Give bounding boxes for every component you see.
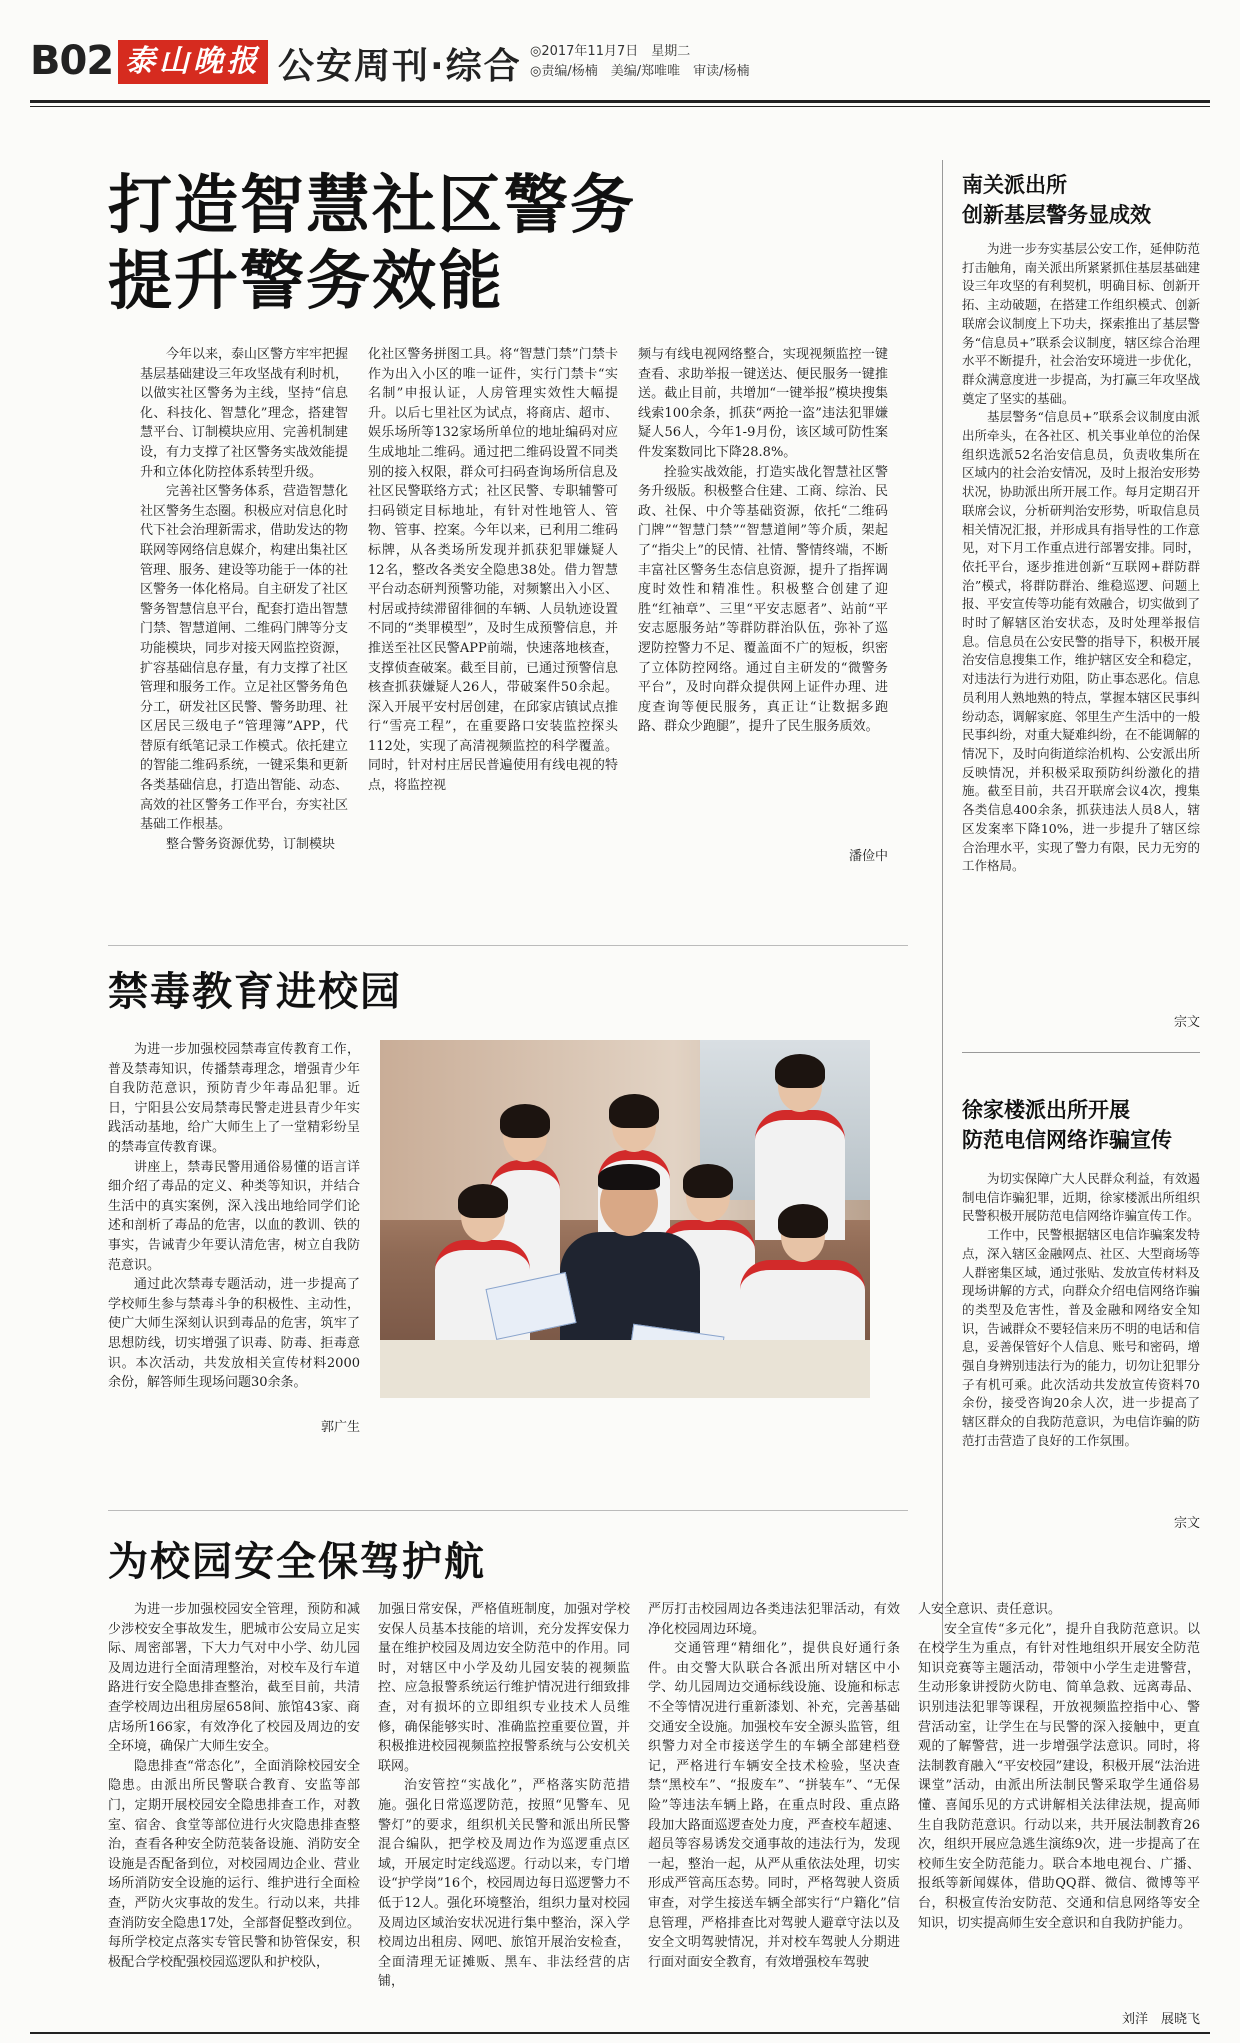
side-article-2-title (962, 1095, 1202, 1155)
drug-article-body (108, 1040, 360, 1415)
editor-credits: ◎责编/杨楠 美编/郑唯唯 审读/杨楠 (530, 64, 750, 79)
school-article-column-3 (648, 1600, 900, 2025)
footer-rule (30, 2032, 1210, 2034)
divider (108, 945, 908, 946)
paragraph: 频与有线电视网络整合，实现视频监控一键查看、求助举报一键送达、便民服务一键推送。截止目前，共增加“一键举报”模块搜集线索100余条，抓获“两抢一盗”违法犯罪嫌疑人56人，今年1-9月份，该区域可防性案件发案数同比下降28.8%。 (638, 347, 888, 460)
side-article-1-title (962, 170, 1202, 230)
drug-article-title: 禁毒教育进校园 (108, 969, 402, 1015)
paragraph: 人安全意识、责任意识。 (918, 1602, 1062, 1617)
school-article-column-1 (108, 1600, 360, 2025)
side-article-1-byline: 宗文 (1173, 1015, 1200, 1030)
paragraph: 为进一步加强校园禁毒宣传教育工作，普及禁毒知识，传播禁毒理念，增强青少年自我防范意识，预防青少年毒品犯罪。近日，宁阳县公安局禁毒民警走进县青少年实践活动基地，给广大师生上了一堂精彩纷呈的禁毒宣传教育课。 (108, 1042, 360, 1155)
side-article-1-body (962, 240, 1200, 1010)
issue-date: ◎2017年11月7日 星期二 (530, 44, 691, 59)
paragraph: 为进一步加强校园安全管理，预防和减少涉校安全事故发生，肥城市公安局立足实际、周密部署，下大力气对中小学、幼儿园及周边进行全面清理整治，对校车及行车道路进行安全隐患排查整治，截至目前，共清查学校周边出租房屋658间、旅馆43家、商店场所166家，有效净化了校园及周边的安全环境，确保广大师生安全。 (108, 1602, 360, 1755)
paragraph: 加强日常安保，严格值班制度，加强对学校安保人员基本技能的培训，充分发挥安保力量在维护校园及周边安全防范中的作用。同时，对辖区中小学及幼儿园安装的视频监控、应急报警系统运行维护情况进行细致排查，对有损坏的立即组织专业技术人员维修，确保能够实时、准确监控重要位置，并积极推进校园视频监控报警系统与公安机关联网。 (378, 1602, 630, 1774)
main-article-column-3 (638, 345, 888, 845)
divider (962, 1052, 1200, 1053)
sidebar-divider (942, 160, 943, 1670)
newspaper-logo: 泰山晚报 (118, 40, 268, 84)
main-headline (108, 168, 636, 320)
news-photo-police-officer-with-students (380, 1040, 870, 1398)
paragraph: 交通管理“精细化”，提供良好通行条件。由交警大队联合各派出所对辖区中小学、幼儿园周边交通标线设施、设施和标志不全等情况进行重新漆划、补充，完善基础交通安全设施。加强校车安全源头监管，组织警力对全市接送学生的车辆全部建档登记，严格进行车辆安全技术检验，坚决查禁“黑校车”、“报废车”、“拼装车”、“无保险”等违法车辆上路，在重点时段、重点路段加大路面巡逻查处力度，严查校车超速、超员等容易诱发交通事故的违法行为，发现一起，整治一起，从严从重依法处理，切实形成严管高压态势。同时，严格驾驶人资质审查，对学生接送车辆全部实行“户籍化”信息管理，严格排查比对驾驶人避章守法以及安全文明驾驶情况，并对校车驾驶人分期进行面对面安全教育，有效增强校车驾驶 (648, 1641, 900, 1970)
paragraph: 通过此次禁毒专题活动，进一步提高了学校师生参与禁毒斗争的积极性、主动性，使广大师生深刻认识到毒品的危害，筑牢了思想防线，切实增强了识毒、防毒、拒毒意识。本次活动，共发放相关宣传材料2000余份，解答师生现场问题30余条。 (108, 1277, 360, 1391)
school-article-byline: 刘洋 展晓飞 (1121, 2012, 1200, 2027)
school-article-title: 为校园安全保驾护航 (108, 1539, 486, 1585)
paragraph: 整合警务资源优势，订制模块 (166, 836, 336, 852)
main-headline-line-2: 提升警务效能 (108, 245, 504, 319)
paragraph: 拴验实战效能，打造实战化智慧社区警务升级版。积极整合住建、工商、综治、民政、社保、中介等基础资源，依托“二维码门牌”“智慧门禁”“智慧道闸”等介质，架起了“指尖上”的民情、社情、警情终端，不断丰富社区警务生态信息资源，提升了指挥调度时效性和精准性。积极整合创建了迎胜“红袖章”、三里“平安志愿者”、站前“平安志愿服务站”等群防群治队伍，弥补了巡逻防控警力不足、覆盖面不广的短板，织密了立体防控网络。通过自主研发的“微警务平台”，及时向群众提供网上证件办理、进度查询等便民服务，真正让“让数据多跑路、群众少跑腿”，提升了民生服务质效。 (638, 464, 888, 735)
paragraph: 工作中，民警根据辖区电信诈骗案发特点，深入辖区金融网点、社区、大型商场等人群密集区域，通过张贴、发放宣传材料及现场讲解的方式，向群众介绍电信网络诈骗的类型及危害性，普及金融和网络安全知识，告诫群众不要轻信来历不明的电话和信息，妥善保管好个人信息、账号和密码，增强自身辨别违法行为的能力，切勿让犯罪分子有机可乘。此次活动共发放宣传资料70余份，接受咨询20余人次，进一步提高了辖区群众的自我防范意识，为电信诈骗的防范打击营造了良好的工作氛围。 (962, 1227, 1200, 1448)
paragraph: 完善社区警务体系，营造智慧化社区警务生态圈。积极应对信息化时代下社会治理新需求，借助发达的物联网等网络信息媒介，构建出集社区管理、服务、建设等功能于一体的社区警务一体化格局。自主研发了社区警务智慧信息平台，配套打造出智慧门禁、智慧道闸、二维码门牌等分支功能模块，同步对接天网监控资源，扩容基础信息存量，有力支撑了社区管理和服务工作。立足社区警务角色分工，研发社区民警、警务助理、社区居民三级电子“管理簿”APP，代替原有纸笔记录工作模式。依托建立的智能二维码系统，一键采集和更新各类基础信息，打造出智能、动态、高效的社区警务工作平台，夯实社区基础工作根基。 (140, 484, 348, 833)
drug-article-byline: 郭广生 (320, 1420, 360, 1435)
paragraph: 治安管控“实战化”，严格落实防范措施。强化日常巡逻防范，按照“见警车、见警灯”的要求，组织机关民警和派出所民警混合编队，把学校及周边作为巡逻重点区域，开展定时定线巡逻。行动以来，专门增设“护学岗”16个，校园周边每日巡逻警力不低于12人。强化环境整治，组织力量对校园及周边区域治安状况进行集中整治，深入学校周边出租房、网吧、旅馆开展治安检查，全面清理无证摊贩、黑车、非法经营的店铺， (378, 1778, 630, 1990)
paragraph: 为切实保障广大人民群众利益，有效遏制电信诈骗犯罪，近期，徐家楼派出所组织民警积极开展防范电信网络诈骗宣传工作。 (962, 1171, 1200, 1224)
masthead-rule-thin (30, 106, 1210, 107)
divider (108, 1510, 908, 1511)
side-article-1-title-line-2: 创新基层警务显成效 (962, 203, 1151, 227)
main-article-column-2 (368, 345, 618, 870)
page-number: B02 (30, 38, 114, 84)
paragraph: 隐患排查“常态化”，全面消除校园安全隐患。由派出所民警联合教育、安监等部门，定期开展校园安全隐患排查工作，对教室、宿舍、食堂等部位进行火灾隐患排查整治，查看各种安全防范装备设施、消防安全设施是否配备到位，对校园周边企业、营业场所消防安全设施的运行、维护进行全面检查，严防火灾事故的发生。行动以来，共排查消防安全隐患17处，全部督促整改到位。每所学校定点落实专管民警和协管保安，积极配合学校配强校园巡逻队和护校队， (108, 1758, 360, 1970)
photo-table (380, 1340, 870, 1398)
side-article-2-byline: 宗文 (1173, 1516, 1200, 1531)
paragraph: 化社区警务拼图工具。将“智慧门禁”门禁卡作为出入小区的唯一证件，实行门禁卡“实名制”申报认证，人房管理实效性大幅提升。以后七里社区为试点，将商店、超市、娱乐场所等132家场所单位的地址编码对应生成地址二维码。通过把二维码设置不同类别的接入权限，群众可扫码查询场所信息及社区民警联络方式；社区民警、专职辅警可扫码锁定目标地址，有针对性地管人、管物、管事、控案。今年以来，已利用二维码标牌，从各类场所发现并抓获犯罪嫌疑人12名，整改各类安全隐患38处。借力智慧平台动态研判预警功能，对频繁出入小区、村居或持续滞留徘徊的车辆、人员轨迹设置不同的“类罪模型”，及时生成预警信息，并推送至社区民警APP前端，快速落地核查，支撑侦查破案。截至目前，已通过预警信息核查抓获嫌疑人26人，带破案件50余起。深入开展平安村居创建，在邱家店镇试点推行“雪亮工程”，在重要路口安装监控探头112处，实现了高清视频监控的科学覆盖。同时，针对村庄居民普遍使用有线电视的特点，将监控视 (368, 347, 618, 794)
section-title: 公安周刊·综合 (278, 46, 522, 87)
paragraph: 今年以来，泰山区警方牢牢把握基层基础建设三年攻坚战有利时机，以做实社区警务为主线，坚持“信息化、科技化、智慧化”理念，搭建智慧平台、订制模块应用、完善机制建设，有力支撑了社区警务实战效能提升和立体化防控体系转型升级。 (140, 347, 348, 480)
main-article-byline: 潘俭中 (848, 849, 888, 864)
school-article-column-2 (378, 1600, 630, 2025)
side-article-2-body (962, 1170, 1200, 1510)
side-article-2-title-line-1: 徐家楼派出所开展 (962, 1098, 1130, 1122)
paragraph: 安全宣传“多元化”，提升自我防范意识。以在校学生为重点，有针对性地组织开展安全防范知识竞赛等主题活动，带领中小学生走进警营，生动形象讲授防火防电、简单急救、远离毒品、识别违法犯罪等课程，开放视频监控指中心、警营活动室，让学生在与民警的深入接触中，更直观的了解警营，进一步增强学法意识。同时，将法制教育融入“平安校园”建设，积极开展“法治进课堂”活动，由派出所法制民警采取学生通俗易懂、喜闻乐见的方式讲解相关法律法规，提高师生自我防范意识。行动以来，共开展法制教育26次，组织开展应急逃生演练9次，进一步提高了在校师生安全防范能力。联合本地电视台、广播、报纸等新闻媒体，借助QQ群、微信、微博等平台，积极宣传治安防范、交通和信息网络等安全知识，切实提高师生安全意识和自我防护能力。 (918, 1621, 1200, 1931)
paragraph: 讲座上，禁毒民警用通俗易懂的语言详细介绍了毒品的定义、种类等知识，并结合生活中的真实案例，深入浅出地给同学们论述和剖析了毒品的危害，以血的教训、铁的事实，告诫青少年要认清危害，树立自我防范意识。 (108, 1159, 360, 1273)
paragraph: 严厉打击校园周边各类违法犯罪活动，有效净化校园周边环境。 (648, 1602, 900, 1637)
paragraph: 为进一步夯实基层公安工作，延伸防范打击触角，南关派出所紧紧抓住基层基础建设三年攻坚的有利契机，明确目标、创新开拓、主动破题，在搭建工作组织模式、创新联席会议制度上下功夫，探索推出了基层警务“信息员+”联系会议制度，辖区综合治理水平不断提升，社会治安环境进一步优化，群众满意度进一步提高，为打赢三年攻坚战奠定了坚实的基础。 (962, 241, 1200, 406)
paragraph: 基层警务“信息员+”联系会议制度由派出所牵头，在各社区、机关事业单位的治保组织选派52名治安信息员，负责收集所在区域内的社会治安情况，及时上报治安形势状况，协助派出所开展工作。每月定期召开联席会议，分析研判治安形势，听取信息员相关情况汇报，并形成具有指导性的工作意见，对下月工作重点进行部署安排。同时，依托平台，逐步推进创新“互联网+群防群治”模式，将群防群治、维稳巡逻、问题上报、平安宣传等功能有效融合，切实做到了时时了解辖区治安状态，及时处理举报信息。信息员在公安民警的指导下，积极开展治安信息搜集工作，维护辖区安全和稳定，对违法行为进行劝阻，防止事态恶化。信息员利用人熟地熟的特点，掌握本辖区民事纠纷动态，调解家庭、邻里生产生活中的一般民事纠纷，对重大疑难纠纷，在不能调解的情况下，及时向街道综治机构、公安派出所反映情况，并积极采取预防纠纷激化的措施。截至目前，共召开联席会议4次，搜集各类信息400余条，抓获违法人员8人，辖区发案率下降10%，进一步提升了辖区综合治理水平，实现了警力有限，民力无穷的工作格局。 (962, 409, 1200, 874)
side-article-1-title-line-1: 南关派出所 (962, 173, 1067, 197)
main-article-column-1 (140, 345, 348, 870)
school-article-column-4 (918, 1600, 1200, 2005)
side-article-2-title-line-2: 防范电信网络诈骗宣传 (962, 1128, 1172, 1152)
main-headline-line-1: 打造智慧社区警务 (108, 169, 636, 243)
masthead-rule (30, 100, 1210, 103)
